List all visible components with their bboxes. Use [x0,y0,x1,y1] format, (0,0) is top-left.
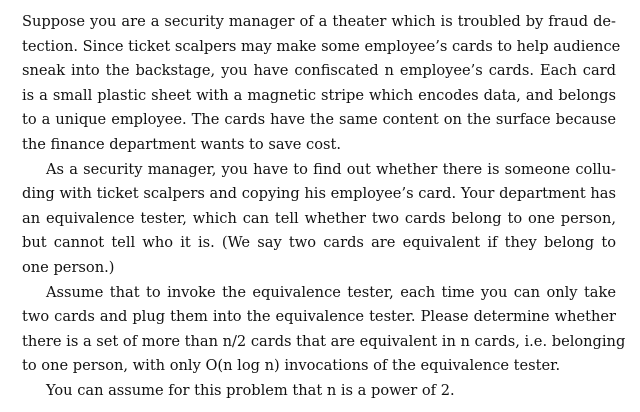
text-line: the finance department wants to save cost. [22,135,341,153]
text-line: As a security manager, you have to find out whether there is someone collu- [46,160,616,178]
paragraph-4 [22,379,616,404]
text-line: one person.) [22,258,115,276]
text-line: tection. Since ticket scalpers may make some employee’s cards to help audience [22,37,621,55]
text-line: to a unique employee. The cards have the same content on the surface because [22,111,616,129]
paragraph-1 [22,10,621,158]
text-line: You can assume for this problem that n is a power of 2. [46,381,455,399]
text-line: two cards and plug them into the equivalence tester. Please determine whether [22,308,616,326]
text-line: sneak into the backstage, you have confiscated n employee’s cards. Each card [22,62,616,80]
paragraph-3 [22,281,626,379]
text-line: Suppose you are a security manager of a theater which is troubled by fraud de- [22,13,616,30]
text-line: an equivalence tester, which can tell whether two cards belong to one person, [22,209,616,227]
text-line: but cannot tell who it is. (We say two cards are equivalent if they belong to [22,234,616,252]
text-line: to one person, with only O(n log n) invocations of the equivalence tester. [22,357,561,375]
text-line: there is a set of more than n/2 cards that are equivalent in n cards, i.e. belonging [22,332,626,350]
problem-statement [22,10,626,404]
paragraph-2 [22,158,616,281]
text-line: is a small plastic sheet with a magnetic stripe which encodes data, and belongs [22,86,616,104]
text-line: Assume that to invoke the equivalence tester, each time you can only take [46,283,616,301]
text-line: ding with ticket scalpers and copying his employee’s card. Your department has [22,185,616,203]
